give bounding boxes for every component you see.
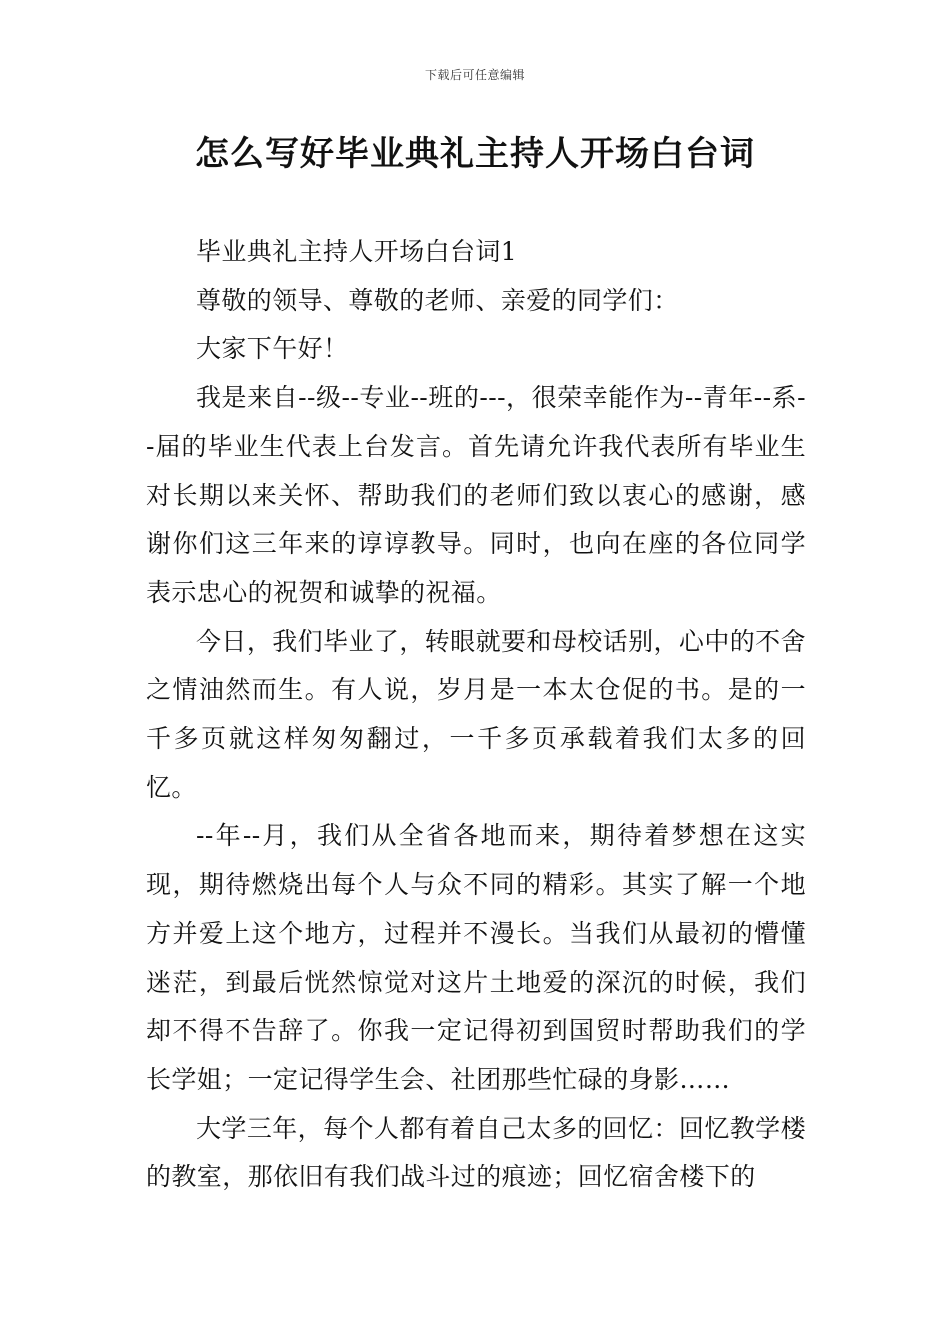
paragraph-greeting: 大家下午好！ [196, 334, 349, 364]
document-body [146, 228, 806, 1202]
paragraph-body: 今日，我们毕业了，转眼就要和母校话别，心中的不舍之情油然而生。有人说，岁月是一本太仓促的书。是的一千多页就这样匆匆翻过，一千多页承载着我们太多的回忆。 [146, 626, 806, 802]
paragraph-body: 大学三年，每个人都有着自己太多的回忆：回忆教学楼的教室，那依旧有我们战斗过的痕迹；回忆宿舍楼下的 [146, 1113, 806, 1192]
paragraph-body: --年--月，我们从全省各地而来，期待着梦想在这实现，期待燃烧出每个人与众不同的精彩。其实了解一个地方并爱上这个地方，过程并不漫长。当我们从最初的懵懂迷茫，到最后恍然惊觉对这片土地爱的深沉的时候，我们却不得不告辞了。你我一定记得初到国贸时帮助我们的学长学姐；一定记得学生会、社团那些忙碌的身影…… [146, 821, 806, 1094]
paragraph-salutation: 尊敬的领导、尊敬的老师、亲爱的同学们： [196, 285, 679, 315]
header-note: 下载后可任意编辑 [424, 68, 525, 82]
paragraph-body: 我是来自--级--专业--班的---，很荣幸能作为--青年--系--届的毕业生代表上台发言。首先请允许我代表所有毕业生对长期以来关怀、帮助我们的老师们致以衷心的感谢，感谢你们这三年来的谆谆教导。同时，也向在座的各位同学表示忠心的祝贺和诚挚的祝福。 [146, 383, 806, 607]
document-title: 怎么写好毕业典礼主持人开场白台词 [195, 134, 755, 174]
paragraph-subtitle: 毕业典礼主持人开场白台词1 [196, 237, 518, 266]
